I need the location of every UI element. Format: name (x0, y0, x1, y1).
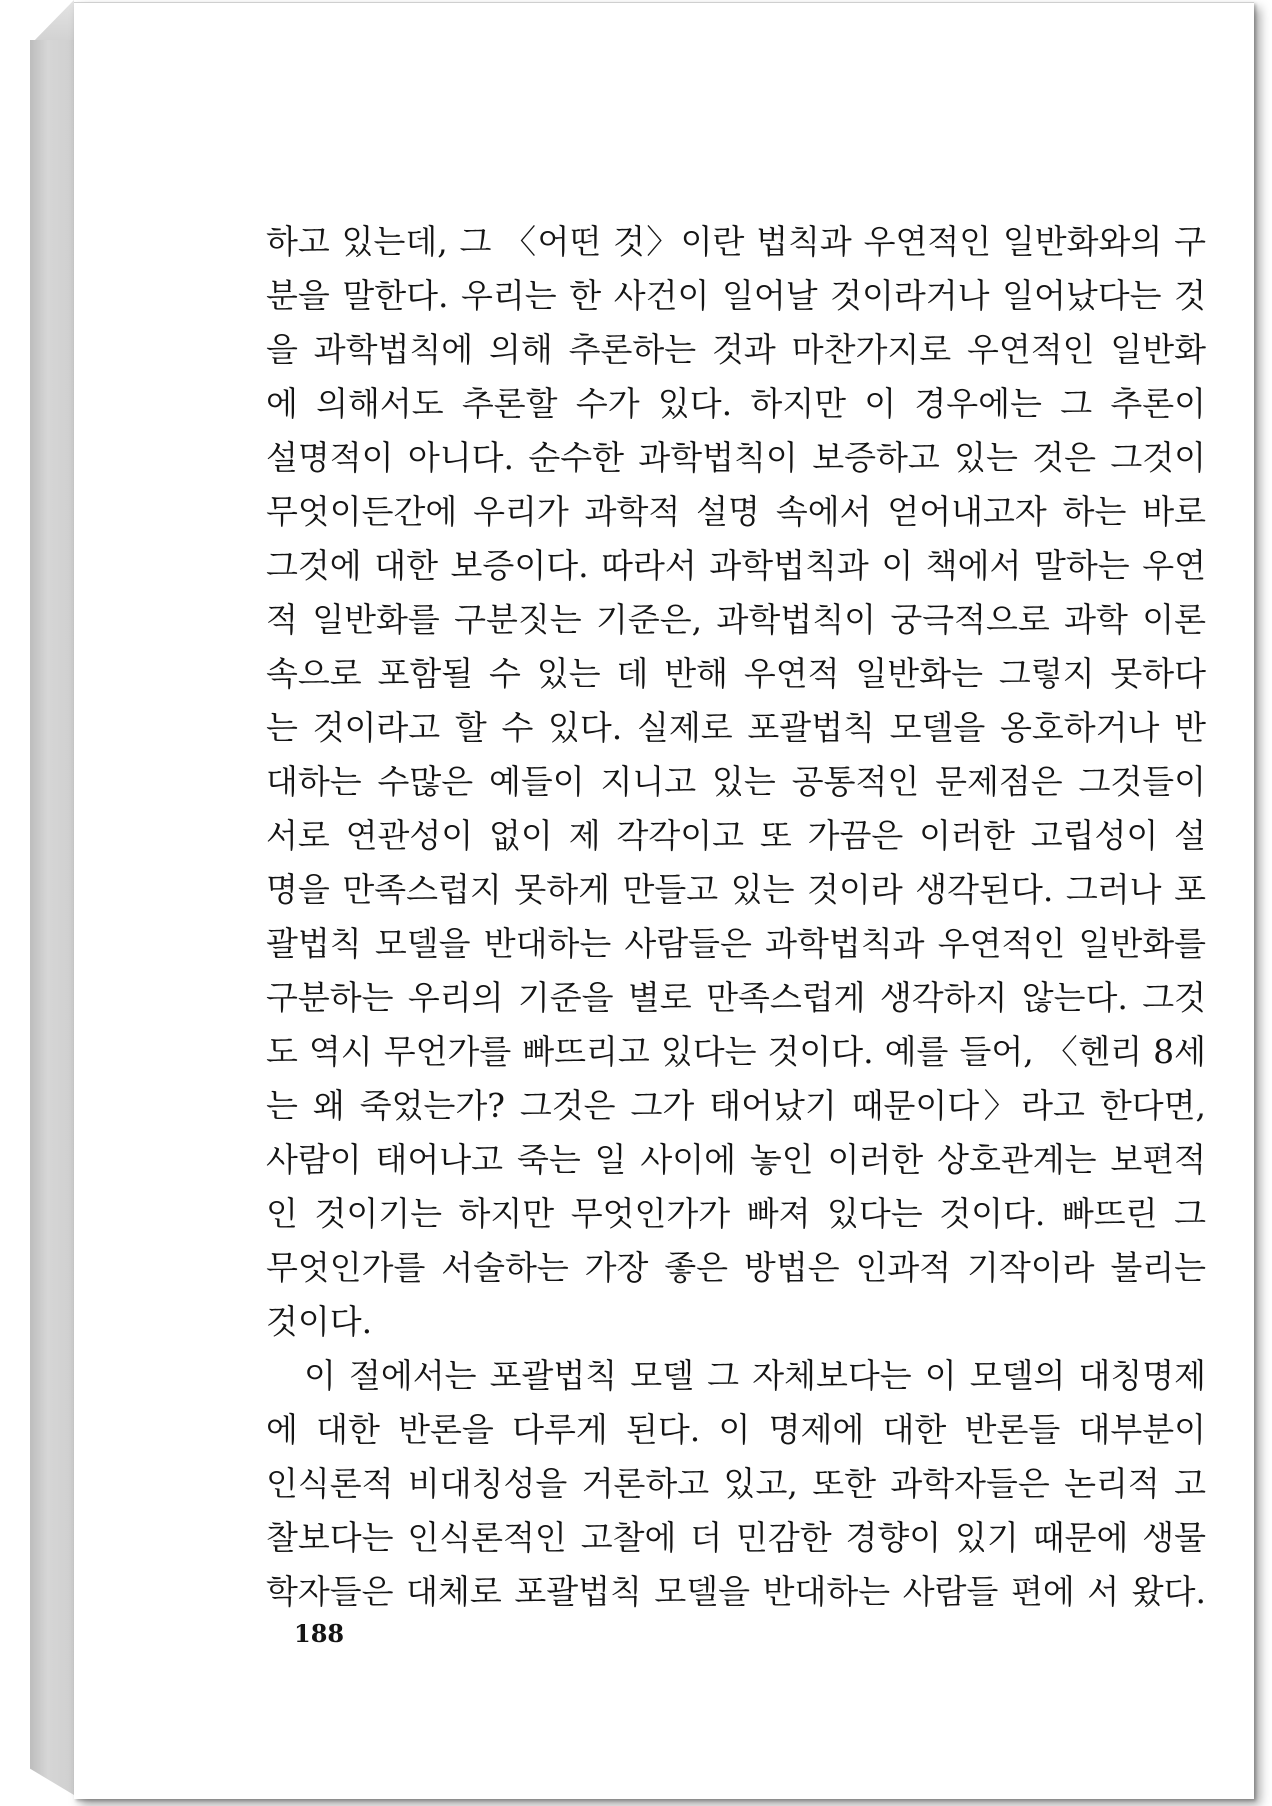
text-line: 속으로 포함될 수 있는 데 반해 우연적 일반화는 그렇지 못하다 (266, 654, 1206, 693)
book-page (74, 2, 1254, 1799)
paragraph-2 (266, 1349, 1206, 1619)
text-line: 설명적이 아니다. 순수한 과학법칙이 보증하고 있는 것은 그것이 (266, 438, 1206, 477)
text-line: 인 것이기는 하지만 무엇인가가 빠져 있다는 것이다. 빠뜨린 그 (266, 1194, 1206, 1233)
text-line: 구분하는 우리의 기준을 별로 만족스럽게 생각하지 않는다. 그것 (266, 978, 1206, 1017)
text-line: 것이다. (266, 1302, 373, 1341)
text-line: 무엇인가를 서술하는 가장 좋은 방법은 인과적 기작이라 불리는 (266, 1248, 1206, 1287)
text-line: 분을 말한다. 우리는 한 사건이 일어날 것이라거나 일어났다는 것 (266, 276, 1206, 315)
text-line: 에 의해서도 추론할 수가 있다. 하지만 이 경우에는 그 추론이 (266, 384, 1206, 423)
text-line: 서로 연관성이 없이 제 각각이고 또 가끔은 이러한 고립성이 설 (266, 816, 1206, 855)
text-line: 그것에 대한 보증이다. 따라서 과학법칙과 이 책에서 말하는 우연 (266, 546, 1206, 585)
text-line: 사람이 태어나고 죽는 일 사이에 놓인 이러한 상호관계는 보편적 (266, 1140, 1206, 1179)
text-line: 는 왜 죽었는가? 그것은 그가 태어났기 때문이다〉라고 한다면, (266, 1086, 1206, 1125)
body-text (266, 215, 1206, 1619)
book-edge-top (30, 0, 74, 45)
text-line: 적 일반화를 구분짓는 기준은, 과학법칙이 궁극적으로 과학 이론 (266, 600, 1206, 639)
text-line: 무엇이든간에 우리가 과학적 설명 속에서 얻어내고자 하는 바로 (266, 492, 1206, 531)
book-spine (30, 40, 74, 1795)
text-line: 학자들은 대체로 포괄법칙 모델을 반대하는 사람들 편에 서 왔다. (266, 1572, 1206, 1611)
text-line: 대하는 수많은 예들이 지니고 있는 공통적인 문제점은 그것들이 (266, 762, 1206, 801)
text-line: 괄법칙 모델을 반대하는 사람들은 과학법칙과 우연적인 일반화를 (266, 924, 1206, 963)
text-line: 인식론적 비대칭성을 거론하고 있고, 또한 과학자들은 논리적 고 (266, 1464, 1206, 1503)
text-line: 명을 만족스럽지 못하게 만들고 있는 것이라 생각된다. 그러나 포 (266, 870, 1206, 909)
text-line: 이 절에서는 포괄법칙 모델 그 자체보다는 이 모델의 대칭명제 (304, 1356, 1206, 1395)
page-number: 188 (294, 1619, 345, 1648)
text-line: 찰보다는 인식론적인 고찰에 더 민감한 경향이 있기 때문에 생물 (266, 1518, 1206, 1557)
text-line: 는 것이라고 할 수 있다. 실제로 포괄법칙 모델을 옹호하거나 반 (266, 708, 1206, 747)
text-line: 을 과학법칙에 의해 추론하는 것과 마찬가지로 우연적인 일반화 (266, 330, 1206, 369)
text-line: 도 역시 무언가를 빠뜨리고 있다는 것이다. 예를 들어, 〈헨리 8세 (266, 1032, 1206, 1071)
text-line: 하고 있는데, 그 〈어떤 것〉이란 법칙과 우연적인 일반화와의 구 (266, 222, 1206, 261)
text-line: 에 대한 반론을 다루게 된다. 이 명제에 대한 반론들 대부분이 (266, 1410, 1206, 1449)
paragraph-1 (266, 215, 1206, 1349)
